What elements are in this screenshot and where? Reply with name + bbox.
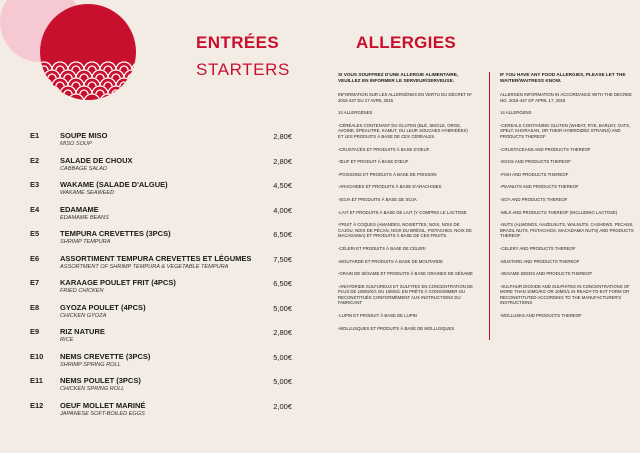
allergen-item: -CELERY AND PRODUCTS THEREOF bbox=[500, 245, 576, 251]
item-code: E12 bbox=[30, 400, 44, 410]
allergen-item: -CEREALS CONTAINING GLUTEN (WHEAT, RYE, BARLEY, OATS, SPELT, KHORASAN, OR THEIR HYBRIDIZED STRAINS) AND PRODUCTS THEREOF bbox=[500, 122, 631, 139]
allergen-item: -CRUSTACÉS ET PRODUITS À BASE D'OEUF. bbox=[338, 146, 431, 152]
item-code: E7 bbox=[30, 278, 40, 287]
menu-item bbox=[30, 254, 292, 278]
allergen-item: -MOLLUSKS AND PRODUCTS THEREOF bbox=[500, 313, 582, 319]
allergen-count-en: 14 ALLERGENS bbox=[500, 110, 532, 116]
allergen-item: -SOY AND PRODUCTS THEREOF bbox=[500, 196, 568, 202]
item-price: 5,00€ bbox=[273, 377, 292, 386]
section-title-starters: STARTERS bbox=[196, 60, 290, 79]
item-price: 5,00€ bbox=[273, 303, 292, 313]
column-divider bbox=[489, 72, 490, 340]
allergen-item: -SOJA ET PRODUITS À BASE DE SOJA bbox=[338, 196, 417, 202]
item-name: OEUF MOLLET MARINÉ bbox=[60, 400, 146, 410]
allergen-item: -POISSONS ET PRODUITS À BASE DE POISSON bbox=[338, 171, 437, 177]
menu-item bbox=[30, 352, 292, 376]
menu-item bbox=[30, 205, 292, 229]
item-price: 6,50€ bbox=[273, 230, 292, 239]
allergy-notice-en: IF YOU HAVE ANY FOOD ALLERGIES, PLEASE LET THE WAITER/WAITRESS KNOW. bbox=[500, 72, 626, 83]
item-price: 4,50€ bbox=[273, 181, 292, 190]
item-price: 2,80€ bbox=[273, 156, 292, 166]
item-price: 4,00€ bbox=[273, 205, 292, 215]
allergen-item: -MUSTARD AND PRODUCTS THEREOF bbox=[500, 258, 580, 264]
item-price: 2,00€ bbox=[273, 401, 292, 411]
item-code: E3 bbox=[30, 180, 40, 189]
item-name: WAKAME (SALADE D'ALGUE) bbox=[60, 180, 168, 189]
item-translation: MISO SOUP bbox=[60, 141, 92, 147]
item-name: GYOZA POULET (4PCS) bbox=[60, 302, 146, 312]
item-name: NEMS POULET (3PCS) bbox=[60, 376, 141, 385]
menu-item bbox=[30, 327, 292, 351]
allergen-item: -MILK AND PRODUCTS THEREOF (INCLUDING LACTOSE) bbox=[500, 209, 618, 215]
item-code: E6 bbox=[30, 253, 40, 263]
item-name: SOUPE MISO bbox=[60, 131, 108, 140]
menu-item bbox=[30, 180, 292, 204]
item-price: 2,80€ bbox=[273, 328, 292, 337]
allergen-item: -NUTS (ALMONDS, HAZELNUTS, WALNUTS, CASHEWS, PECANS, BRAZIL NUTS, PISTACHIOS, MACADAMIA NUTS) AND PRODUCTS THEREOF bbox=[500, 222, 634, 239]
allergen-item: -FRUIT À COQUES (AMANDES, NOISETTES, NOIX, NOIX DE CAJOU, NOIX DE PÉCAN, NOIX DU BRÉSIL, PISTACHES, NOIX DE MACADAMIA) ET PRODUITS À BASE DE CES FRUITS. bbox=[338, 222, 472, 239]
item-translation: SHRIMP TEMPURA bbox=[60, 239, 111, 245]
item-translation: CABBAGE SALAD bbox=[60, 165, 107, 172]
item-code: E8 bbox=[30, 302, 40, 312]
allergen-item: -SULPHUR DIOXIDE AND SULPHITES IN CONCENTRATIONS OF MORE THAN 10MG/KG OR 10MG/L IN READY-TO-EAT FORM OR RECONSTITUTED ACCORDING TO THE MANUFACTURER'S INSTRUCTIONS bbox=[500, 283, 630, 306]
menu-item bbox=[30, 156, 292, 180]
item-translation: RICE bbox=[60, 337, 74, 343]
item-translation: JAPANESE SOFT-BOILED EGGS bbox=[60, 410, 145, 417]
menu-item bbox=[30, 131, 292, 155]
item-code: E2 bbox=[30, 155, 40, 165]
allergen-item: -MOLLUSQUES ET PRODUITS À BASE DE MOLLUSQUES bbox=[338, 325, 455, 331]
allergen-count-fr: 14 ALLERGÈNES bbox=[338, 110, 373, 116]
allergen-item: -GRAIN DE SÉSAME ET PRODUITS À BASE GRAINES DE SÉSAME bbox=[338, 271, 473, 277]
allergen-item: -CÉLERI ET PRODUITS À BASE DE CÉLERI bbox=[338, 245, 426, 251]
item-code: E9 bbox=[30, 327, 40, 336]
allergen-item: -CRUSTACEANS AND PRODUCTS THEREOF bbox=[500, 146, 591, 152]
allergen-item: -MOUTARDE ET PRODUITS À BASE DE MOUTARDE bbox=[338, 258, 444, 264]
item-price: 2,80€ bbox=[273, 132, 292, 141]
item-price: 5,00€ bbox=[273, 352, 292, 362]
allergies-english-column bbox=[500, 72, 636, 326]
item-name: TEMPURA CREVETTES (3PCS) bbox=[60, 229, 171, 238]
section-title-allergies: ALLERGIES bbox=[356, 33, 456, 52]
item-code: E10 bbox=[30, 351, 44, 361]
allergen-item: -ARACHIDES ET PRODUITS À BASE D'ARACHIDES bbox=[338, 184, 442, 190]
item-name: ASSORTIMENT TEMPURA CREVETTES ET LÉGUMES bbox=[60, 253, 252, 263]
wave-circle-logo bbox=[0, 0, 140, 110]
item-name: RIZ NATURE bbox=[60, 327, 105, 336]
item-name: NEMS CREVETTE (3PCS) bbox=[60, 351, 151, 361]
item-code: E4 bbox=[30, 204, 40, 214]
menu-item bbox=[30, 376, 292, 400]
item-price: 7,50€ bbox=[273, 254, 292, 264]
item-name: KARAAGE POULET FRIT (4PCS) bbox=[60, 278, 176, 287]
item-translation: SHRIMP SPRING ROLL bbox=[60, 361, 121, 368]
item-code: E1 bbox=[30, 131, 40, 140]
item-code: E11 bbox=[30, 376, 43, 385]
allergy-notice-fr: SI VOUS SOUFFREZ D'UNE ALLERGIE ALIMENTAIRE, VEUILLEZ EN INFORMER LE SERVEUR/SERVEUSE. bbox=[338, 72, 459, 83]
item-translation: CHICKEN GYOZA bbox=[60, 312, 107, 319]
allergen-item: -PEANUTS AND PRODUCTS THEREOF bbox=[500, 184, 579, 190]
allergen-item: -ŒUF ET PRODUIT À BASE D'ŒUF bbox=[338, 159, 409, 165]
allergen-item: -ANHYDRIDE SULFUREUX ET SULFITES EN CONCENTRATION DE PLUS DE 10MG/KG OU 10MG/L EN PRÊTS À CONSOMMER OU RECONSTITUÉS CONFORMÉMENT AUX INSTRUCTIONS DU FABRICANT bbox=[338, 283, 473, 306]
item-code: E5 bbox=[30, 229, 40, 238]
item-translation: CHICKEN SPRING ROLL bbox=[60, 386, 125, 392]
item-translation: EDAMAME BEANS bbox=[60, 214, 109, 221]
allergy-decree-fr: INFORMATION SUR LES ALLERGÈNES EN VERTU DU DÉCRET Nº 2015-447 DU 17 AVRIL 2015 bbox=[338, 92, 472, 103]
allergen-item: -EGGS AND PRODUCTS THEREOF bbox=[500, 159, 571, 165]
item-translation: ASSORTMENT OF SHRIMP TEMPURA & VEGETABLE TEMPURA bbox=[60, 263, 229, 270]
menu-item bbox=[30, 401, 292, 425]
item-name: SALADE DE CHOUX bbox=[60, 155, 133, 165]
allergen-item: -FISH AND PRODUCTS THEREOF bbox=[500, 171, 569, 177]
menu-item bbox=[30, 229, 292, 253]
allergen-item: -LAIT ET PRODUITS À BASE DE LAIT (Y COMPRIS LE LACTOSE bbox=[338, 209, 467, 215]
menu-item bbox=[30, 278, 292, 302]
menu-item bbox=[30, 303, 292, 327]
item-price: 6,50€ bbox=[273, 279, 292, 288]
allergen-item: -CÉRÉALES CONTENANT DU GLUTEN (BLÉ, SEIGLE, ORGE, AVOINE, ÉPEAUTRE, KAMUT, OU LEUR SOUCHES HYBRIDÉES) ET LES PRODUITS À BASE DE CES CÉRÉALES. bbox=[338, 122, 468, 139]
section-title-entrees: ENTRÉES bbox=[196, 33, 280, 52]
item-name: EDAMAME bbox=[60, 204, 99, 214]
allergy-decree-en: ALLERGEN INFORMATION IN ACCORDANCE WITH THE DECREE NO. 2015-447 OF APRIL 17, 2015 bbox=[500, 92, 632, 103]
item-translation: WAKAME SEAWEED bbox=[60, 190, 115, 196]
item-translation: FRIED CHICKEN bbox=[60, 288, 104, 294]
allergen-item: -LUPIN ET PRODUIT À BASE DE LUPIN bbox=[338, 313, 417, 319]
allergies-french-column bbox=[338, 72, 474, 338]
allergen-item: -SESAME SEEDS AND PRODUCTS THEREOF bbox=[500, 271, 593, 277]
